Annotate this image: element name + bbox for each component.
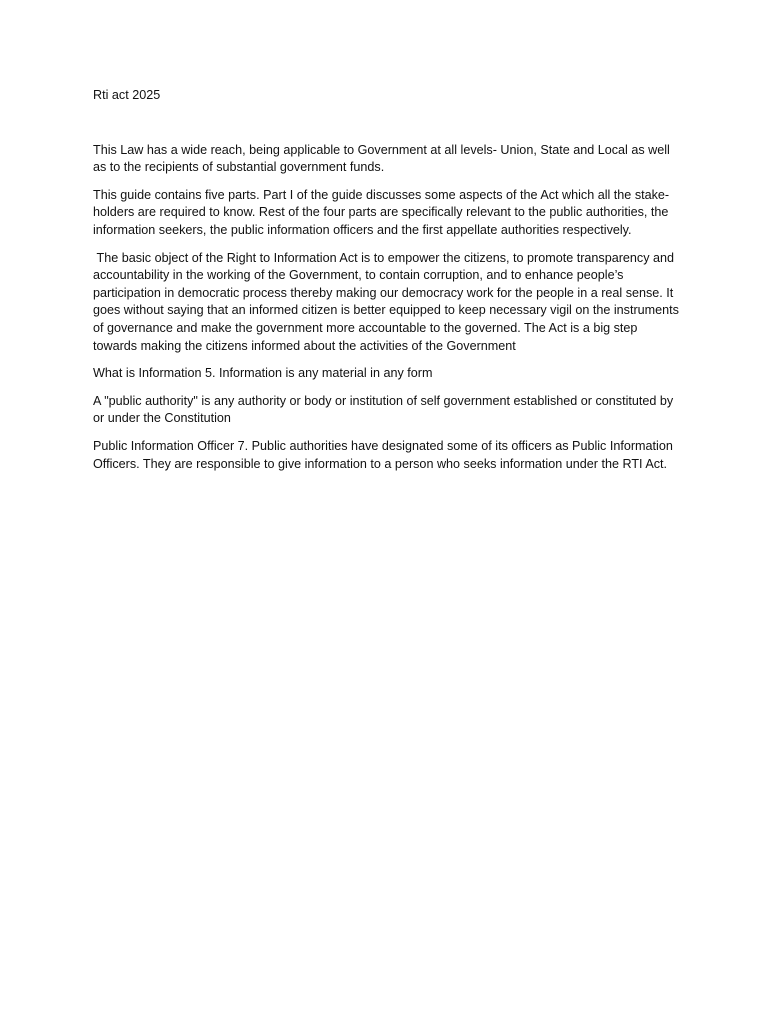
paragraph-public-information-officer: Public Information Officer 7. Public authorities have designated some of its officers as Public Information Officers. They are responsible to give information to a person who seeks information under the RTI Act. [93,438,677,471]
document-title: Rti act 2025 [93,88,161,102]
paragraph-public-authority: A "public authority" is any authority or body or institution of self government established or constituted by or under the Constitution [93,393,677,426]
paragraph-basic-object: The basic object of the Right to Information Act is to empower the citizens, to promote transparency and accountability in the working of the Government, to contain corruption, and to enhance people’s participation in democratic process thereby making our democracy work for the people in a real sense. It goes without saying that an informed citizen is better equipped to keep necessary vigil on the instruments of governance and make the government more accountable to the governed. The Act is a big step towards making the citizens informed about the activities of the Government [93,250,683,353]
paragraph-what-is-information: What is Information 5. Information is any material in any form [93,366,433,381]
paragraph-guide-parts: This guide contains five parts. Part I of the guide discusses some aspects of the Act which all the stake-holders are required to know. Rest of the four parts are specifically relevant to the public authorities, the information seekers, the public information officers and the first appellate authorities respectively. [93,187,672,237]
document-body[interactable] [93,87,683,483]
paragraph-scope: This Law has a wide reach, being applicable to Government at all levels- Union, State and Local as well as to the recipients of substantial government funds. [93,142,674,175]
